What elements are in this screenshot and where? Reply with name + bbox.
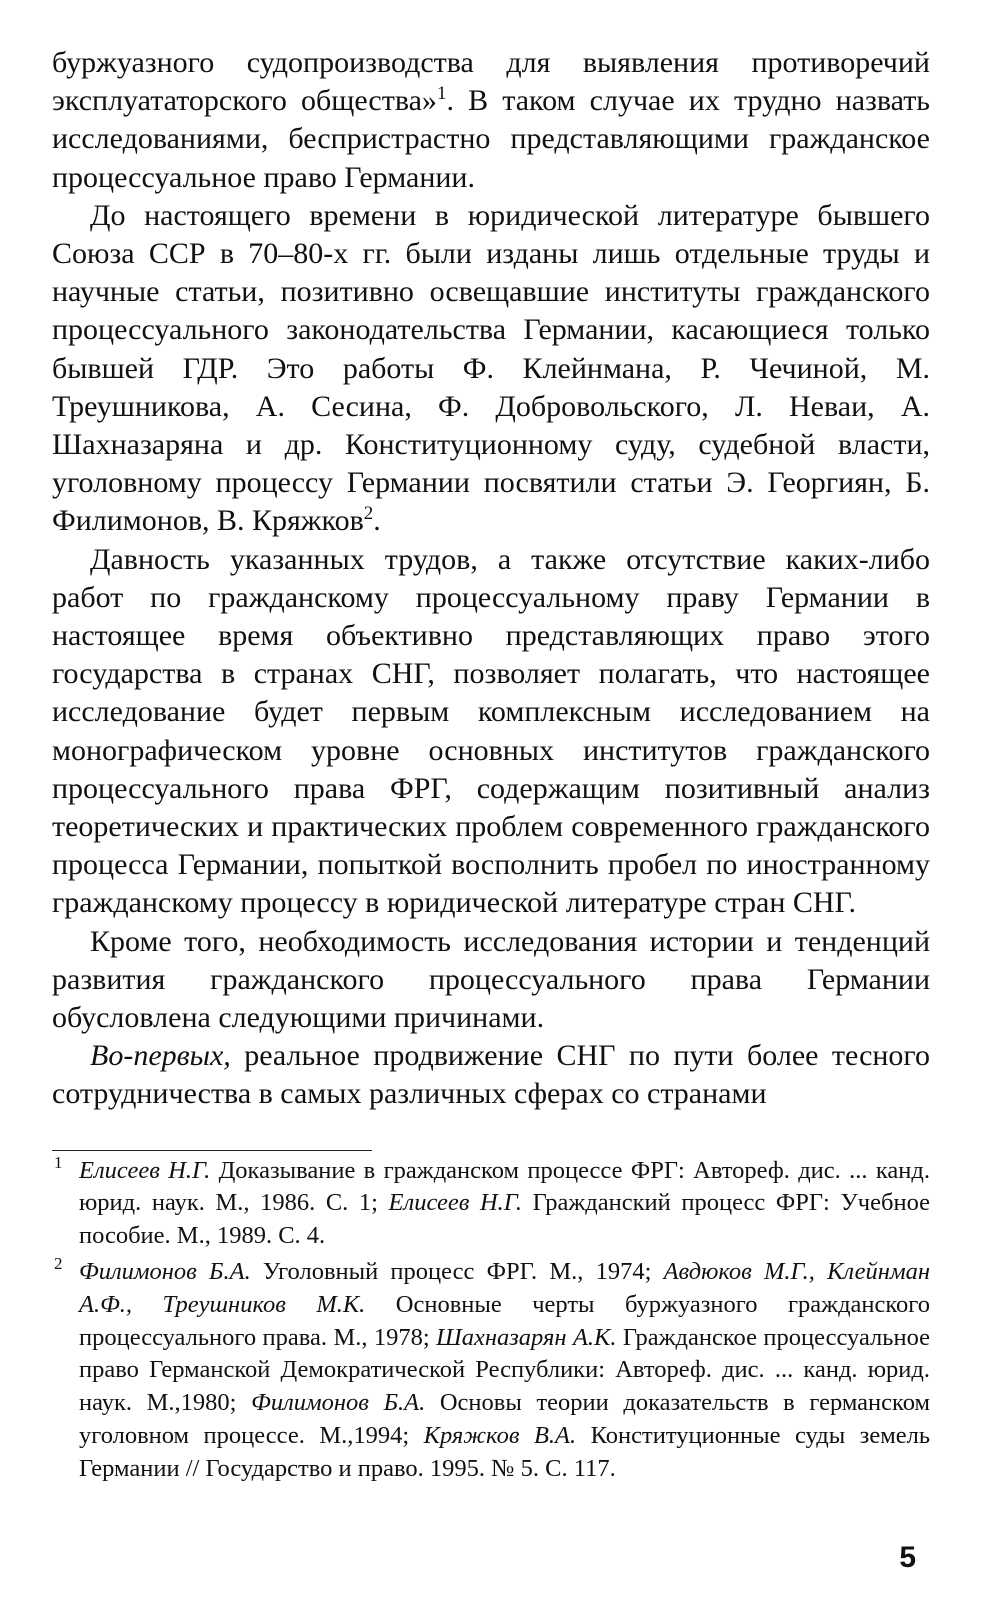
footnote-1-text-a: Доказывание в гражданском процессе ФРГ: Автореф. дис. ... канд. юрид. наук. М., 1986. С. 1; <box>79 1156 930 1217</box>
footnote-2-text-d: Основы теории доказательств в германском уголовном процессе. М.,1994; <box>79 1389 930 1450</box>
paragraph-5-emphasis: Во-первых, <box>90 1039 231 1073</box>
footnote-ref-1: 1 <box>436 83 447 105</box>
paragraph-2-tail: . <box>373 504 381 538</box>
paragraph-4: Кроме того, необходимость исследования истории и тенденций развития гражданского процессуального права Германии обусловлена следующими причинами. <box>52 924 930 1035</box>
paragraph-5-text: реальное продвижение СНГ по пути более тесного сотрудничества в самых различных сферах со странами <box>52 1039 930 1111</box>
footnote-1-text-b: Гражданский процесс ФРГ: Учебное пособие. М., 1989. С. 4. <box>79 1189 930 1250</box>
footnote-2-author-a: Филимонов Б.А. <box>79 1258 251 1286</box>
paragraph-2 <box>52 197 930 541</box>
footnotes <box>52 1152 931 1486</box>
paragraph-3: Давность указанных трудов, а также отсутствие каких-либо работ по гражданскому процессуальному праву Германии в настоящее время объективно представляющих право этого государства в странах СНГ, позволяет полагать, что настоящее исследование будет первым комплексным исследованием на монографическом уровне основных институтов гражданского процессуального права ФРГ, содержащим позитивный анализ теоретических и практических проблем современного гражданского процесса Германии, попыткой восполнить пробел по иностранному гражданскому процессу в юридической литературе стран СНГ. <box>52 542 930 920</box>
footnote-2-text-b: Основные черты буржуазного гражданского процессуального права. М., 1978; <box>79 1290 930 1351</box>
paragraph-2-text: До настоящего времени в юридической литературе бывшего Союза ССР в 70–80-х гг. были изданы лишь отдельные труды и научные статьи, позитивно освещавшие институты гражданского процессуального законодательства Германии, касающиеся только бывшей ГДР. Это работы Ф. Клейнмана, Р. Чечиной, М. Треушникова, А. Сесина, Ф. Добровольского, Л. Неваи, А. Шахназаряна и др. Конституционному суду, судебной власти, уголовному процессу Германии посвятили статьи Э. Георгиян, Б. Филимонов, В. Кряжков <box>52 198 930 538</box>
page-body <box>52 44 930 1486</box>
footnote-2-author-c: Шахназарян А.К. <box>436 1323 617 1351</box>
footnote-2-author-e: Кряжков В.А. <box>423 1422 577 1450</box>
paragraph-1-tail: . В таком случае их трудно назвать исследованиями, беспристрастно представляющими гражданское процессуальное право Германии. <box>52 84 930 194</box>
footnote-separator <box>52 1150 372 1151</box>
page-number: 5 <box>899 1541 916 1574</box>
footnote-ref-2: 2 <box>363 503 374 525</box>
footnote-2 <box>52 1256 930 1486</box>
footnote-2-author-b: Авдюков М.Г., Клейнман А.Ф., Треушников М.К. <box>79 1258 930 1318</box>
paragraph-1-text: буржуазного судопроизводства для выявления противоречий эксплуататорского общества» <box>52 46 930 118</box>
footnote-mark-2: 2 <box>54 1254 63 1274</box>
footnote-1 <box>52 1152 930 1253</box>
footnote-2-author-d: Филимонов Б.А. <box>251 1389 426 1417</box>
footnote-2-text-c: Гражданское процессуальное право Германской Демократической Республики: Автореф. дис. ... канд. юрид. наук. М.,1980; <box>79 1323 930 1417</box>
footnote-2-text-e: Конституционные суды земель Германии // Государство и право. 1995. № 5. С. 117. <box>79 1422 931 1482</box>
footnote-1-author-a: Елисеев Н.Г. <box>79 1156 211 1184</box>
footnote-1-author-b: Елисеев Н.Г. <box>388 1189 523 1217</box>
paragraph-5 <box>52 1037 930 1113</box>
footnote-mark-1: 1 <box>54 1152 63 1172</box>
footnote-2-text-a: Уголовный процесс ФРГ. М., 1974; <box>250 1258 664 1286</box>
paragraph-1 <box>52 44 930 197</box>
